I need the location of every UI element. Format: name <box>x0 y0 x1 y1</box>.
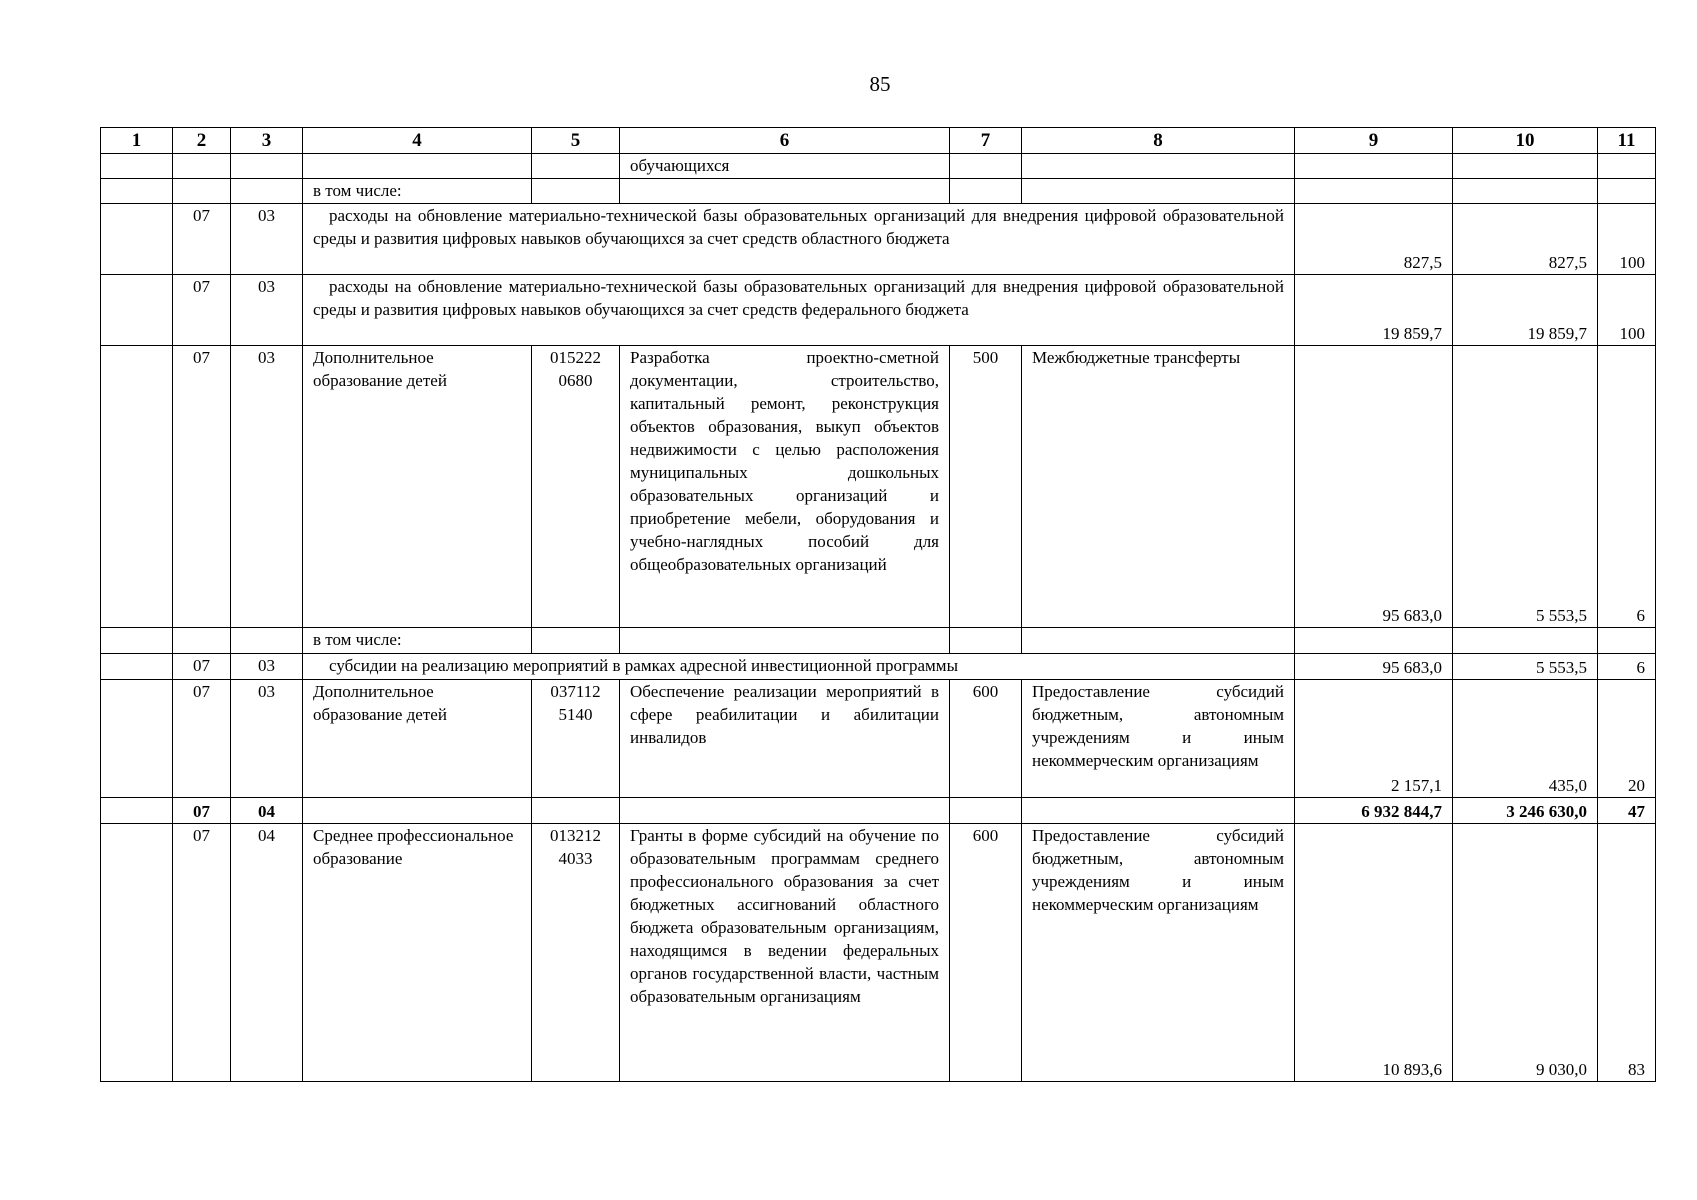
planned-amount: 10 893,6 <box>1295 824 1453 1082</box>
header-col-6: 6 <box>620 128 950 154</box>
description-cell: Гранты в форме субсидий на обучение по образовательным программам среднего профессионального образования за счет бюджетных ассигнований областного бюджета образовательным организациям, находящимся в ведении федеральных органов государственной власти, частным образовательным организациям <box>620 824 950 1082</box>
section-code: 07 <box>173 346 231 628</box>
section-code: 07 <box>173 798 231 824</box>
table-row <box>101 680 1656 798</box>
expense-type-code: 600 <box>950 680 1022 798</box>
percent-value: 83 <box>1598 824 1656 1082</box>
table-row <box>101 179 1656 204</box>
subtotal-percent: 47 <box>1598 798 1656 824</box>
activity-name: Дополнительное образование детей <box>303 680 532 798</box>
section-code: 07 <box>173 275 231 346</box>
expense-type-code: 600 <box>950 824 1022 1082</box>
header-col-1: 1 <box>101 128 173 154</box>
planned-amount: 95 683,0 <box>1295 346 1453 628</box>
actual-amount: 9 030,0 <box>1453 824 1598 1082</box>
planned-amount: 2 157,1 <box>1295 680 1453 798</box>
actual-amount: 435,0 <box>1453 680 1598 798</box>
planned-amount: 19 859,7 <box>1295 275 1453 346</box>
header-col-3: 3 <box>231 128 303 154</box>
table-header-row <box>101 128 1656 154</box>
actual-amount: 19 859,7 <box>1453 275 1598 346</box>
subsection-code: 03 <box>231 654 303 680</box>
subsection-code: 03 <box>231 204 303 275</box>
description-cell: Обеспечение реализации мероприятий в сфере реабилитации и абилитации инвалидов <box>620 680 950 798</box>
percent-value: 6 <box>1598 346 1656 628</box>
subsection-code: 03 <box>231 275 303 346</box>
expense-description: субсидии на реализацию мероприятий в рамках адресной инвестиционной программы <box>303 654 1295 680</box>
activity-name: Дополнительное образование детей <box>303 346 532 628</box>
target-code: 013212 4033 <box>532 824 620 1082</box>
header-col-10: 10 <box>1453 128 1598 154</box>
section-code: 07 <box>173 204 231 275</box>
actual-amount: 5 553,5 <box>1453 346 1598 628</box>
expense-type-code: 500 <box>950 346 1022 628</box>
header-col-2: 2 <box>173 128 231 154</box>
subtotal-row <box>101 798 1656 824</box>
table-row <box>101 824 1656 1082</box>
percent-value: 20 <box>1598 680 1656 798</box>
including-label: в том числе: <box>303 628 532 654</box>
expense-type-name: Предоставление субсидий бюджетным, автономным учреждениям и иным некоммерческим организациям <box>1022 824 1295 1082</box>
target-code: 015222 0680 <box>532 346 620 628</box>
including-label: в том числе: <box>303 179 532 204</box>
section-code: 07 <box>173 680 231 798</box>
table-row <box>101 654 1656 680</box>
section-code: 07 <box>173 824 231 1082</box>
description-cell: Разработка проектно-сметной документации, строительство, капитальный ремонт, реконструкция объектов образования, выкуп объектов недвижимости с целью расположения муниципальных дошкольных образовательных организаций и приобретение мебели, оборудования и учебно-наглядных пособий для общеобразовательных организаций <box>620 346 950 628</box>
subtotal-actual-amount: 3 246 630,0 <box>1453 798 1598 824</box>
activity-name: Среднее профессиональное образование <box>303 824 532 1082</box>
header-col-5: 5 <box>532 128 620 154</box>
expense-type-name: Межбюджетные трансферты <box>1022 346 1295 628</box>
subsection-code: 04 <box>231 824 303 1082</box>
table-row <box>101 204 1656 275</box>
table-row <box>101 628 1656 654</box>
section-code: 07 <box>173 654 231 680</box>
planned-amount: 827,5 <box>1295 204 1453 275</box>
subsection-code: 04 <box>231 798 303 824</box>
percent-value: 100 <box>1598 275 1656 346</box>
actual-amount: 5 553,5 <box>1453 654 1598 680</box>
subsection-code: 03 <box>231 346 303 628</box>
expense-description: расходы на обновление материально-технической базы образовательных организаций для внедрения цифровой образовательной среды и развития цифровых навыков обучающихся за счет средств федерального бюджета <box>303 275 1295 346</box>
header-col-8: 8 <box>1022 128 1295 154</box>
header-col-4: 4 <box>303 128 532 154</box>
header-col-7: 7 <box>950 128 1022 154</box>
header-col-11: 11 <box>1598 128 1656 154</box>
subtotal-planned-amount: 6 932 844,7 <box>1295 798 1453 824</box>
header-col-9: 9 <box>1295 128 1453 154</box>
page-number: 85 <box>869 72 891 96</box>
table-row <box>101 275 1656 346</box>
target-code: 037112 5140 <box>532 680 620 798</box>
table-row <box>101 346 1656 628</box>
expense-type-name: Предоставление субсидий бюджетным, автономным учреждениям и иным некоммерческим организациям <box>1022 680 1295 798</box>
actual-amount: 827,5 <box>1453 204 1598 275</box>
budget-table <box>100 127 1656 1082</box>
percent-value: 100 <box>1598 204 1656 275</box>
planned-amount: 95 683,0 <box>1295 654 1453 680</box>
subsection-code: 03 <box>231 680 303 798</box>
table-row <box>101 154 1656 179</box>
description-cell: обучающихся <box>620 154 950 179</box>
expense-description: расходы на обновление материально-технической базы образовательных организаций для внедрения цифровой образовательной среды и развития цифровых навыков обучающихся за счет средств областного бюджета <box>303 204 1295 275</box>
percent-value: 6 <box>1598 654 1656 680</box>
